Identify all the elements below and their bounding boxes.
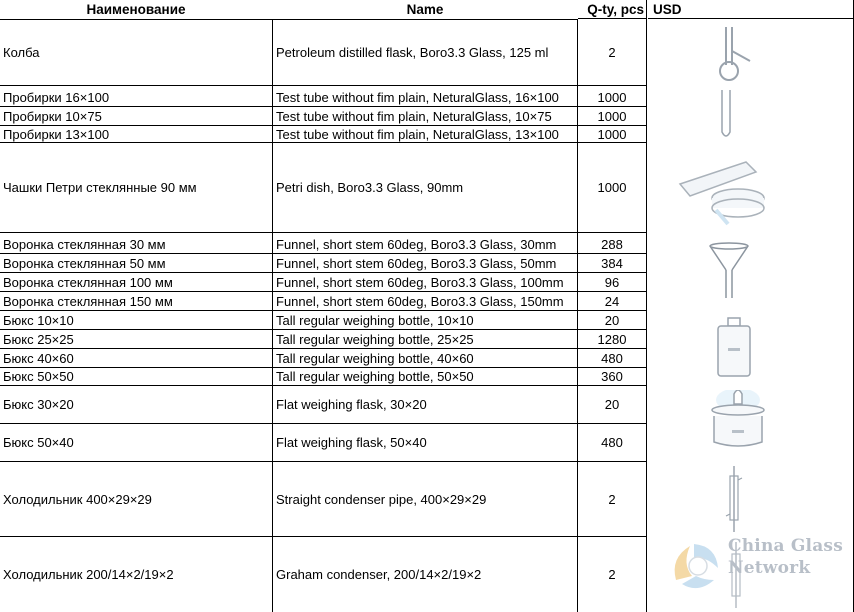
cell-qty: 2 xyxy=(608,45,616,60)
cell-ru: Пробирки 10×75 xyxy=(3,108,102,124)
tall-weighing-bottle-image xyxy=(714,316,754,382)
cell-qty: 1000 xyxy=(597,108,627,124)
cell-name: Tall regular weighing bottle, 10×10 xyxy=(276,312,474,328)
cell-name: Funnel, short stem 60deg, Boro3.3 Glass, 30mm xyxy=(276,236,557,252)
watermark-logo-icon xyxy=(668,536,724,596)
cell-name: Straight condenser pipe, 400×29×29 xyxy=(276,491,487,507)
cell-ru: Воронка стеклянная 150 мм xyxy=(3,293,173,309)
cell-name: Graham condenser, 200/14×2/19×2 xyxy=(276,567,482,582)
cell-ru: Чашки Петри стеклянные 90 мм xyxy=(3,180,197,195)
flask-image xyxy=(706,25,756,85)
cell-name: Flat weighing flask, 50×40 xyxy=(276,435,427,450)
flat-weighing-flask-image xyxy=(706,390,770,452)
cell-name: Tall regular weighing bottle, 50×50 xyxy=(276,369,474,384)
column-divider xyxy=(646,0,647,612)
straight-condenser-image xyxy=(724,464,744,534)
watermark xyxy=(668,532,854,602)
cell-qty: 24 xyxy=(604,293,620,309)
row-divider xyxy=(0,232,646,233)
cell-ru: Воронка стеклянная 30 мм xyxy=(3,236,166,252)
cell-ru: Бюкс 10×10 xyxy=(3,312,74,328)
funnel-image xyxy=(704,240,754,304)
cell-qty: 20 xyxy=(604,397,620,412)
cell-name: Test tube without fim plain, NeturalGlass, 13×100 xyxy=(276,126,559,142)
cell-qty: 1000 xyxy=(597,89,627,105)
row-divider xyxy=(0,85,646,86)
cell-qty: 360 xyxy=(601,369,623,384)
cell-ru: Бюкс 50×50 xyxy=(3,369,74,384)
cell-qty: 480 xyxy=(601,350,623,366)
cell-qty: 96 xyxy=(604,274,620,290)
watermark-line1: China Glass xyxy=(728,536,843,556)
cell-ru: Бюкс 50×40 xyxy=(3,435,74,450)
cell-qty: 480 xyxy=(601,435,623,450)
header-name: Name xyxy=(273,0,577,20)
cell-ru: Бюкс 40×60 xyxy=(3,350,74,366)
watermark-line2: Network xyxy=(728,558,811,578)
header-usd: USD xyxy=(648,0,854,19)
cell-name: Test tube without fim plain, NeturalGlass, 10×75 xyxy=(276,108,552,124)
cell-qty: 2 xyxy=(608,491,616,507)
cell-name: Funnel, short stem 60deg, Boro3.3 Glass, 150mm xyxy=(276,293,564,309)
cell-ru: Колба xyxy=(3,45,40,60)
cell-name: Funnel, short stem 60deg, Boro3.3 Glass, 100mm xyxy=(276,274,564,290)
header-qty: Q-ty, pcs xyxy=(578,0,646,19)
cell-name: Petri dish, Boro3.3 Glass, 90mm xyxy=(276,180,464,195)
cell-qty: 2 xyxy=(608,567,616,582)
cell-ru: Бюкс 25×25 xyxy=(3,331,74,347)
cell-qty: 20 xyxy=(604,312,620,328)
cell-ru: Холодильник 200/14×2/19×2 xyxy=(3,567,174,582)
cell-name: Tall regular weighing bottle, 25×25 xyxy=(276,331,474,347)
cell-qty: 384 xyxy=(601,255,623,271)
test-tube-image xyxy=(718,88,734,140)
cell-qty: 1280 xyxy=(597,331,627,347)
header-ru: Наименование xyxy=(0,0,272,20)
cell-ru: Бюкс 30×20 xyxy=(3,397,74,412)
cell-name: Tall regular weighing bottle, 40×60 xyxy=(276,350,474,366)
cell-ru: Пробирки 16×100 xyxy=(3,89,110,105)
cell-name: Flat weighing flask, 30×20 xyxy=(276,397,427,412)
cell-name: Test tube without fim plain, NeturalGlass, 16×100 xyxy=(276,89,559,105)
cell-qty: 1000 xyxy=(597,126,627,142)
petri-dish-image xyxy=(676,158,768,228)
cell-qty: 288 xyxy=(601,236,623,252)
cell-name: Petroleum distilled flask, Boro3.3 Glass, 125 ml xyxy=(276,45,549,60)
cell-ru: Воронка стеклянная 50 мм xyxy=(3,255,166,271)
cell-ru: Пробирки 13×100 xyxy=(3,126,110,142)
cell-ru: Воронка стеклянная 100 мм xyxy=(3,274,173,290)
cell-name: Funnel, short stem 60deg, Boro3.3 Glass, 50mm xyxy=(276,255,557,271)
cell-ru: Холодильник 400×29×29 xyxy=(3,491,152,507)
cell-qty: 1000 xyxy=(597,180,627,195)
